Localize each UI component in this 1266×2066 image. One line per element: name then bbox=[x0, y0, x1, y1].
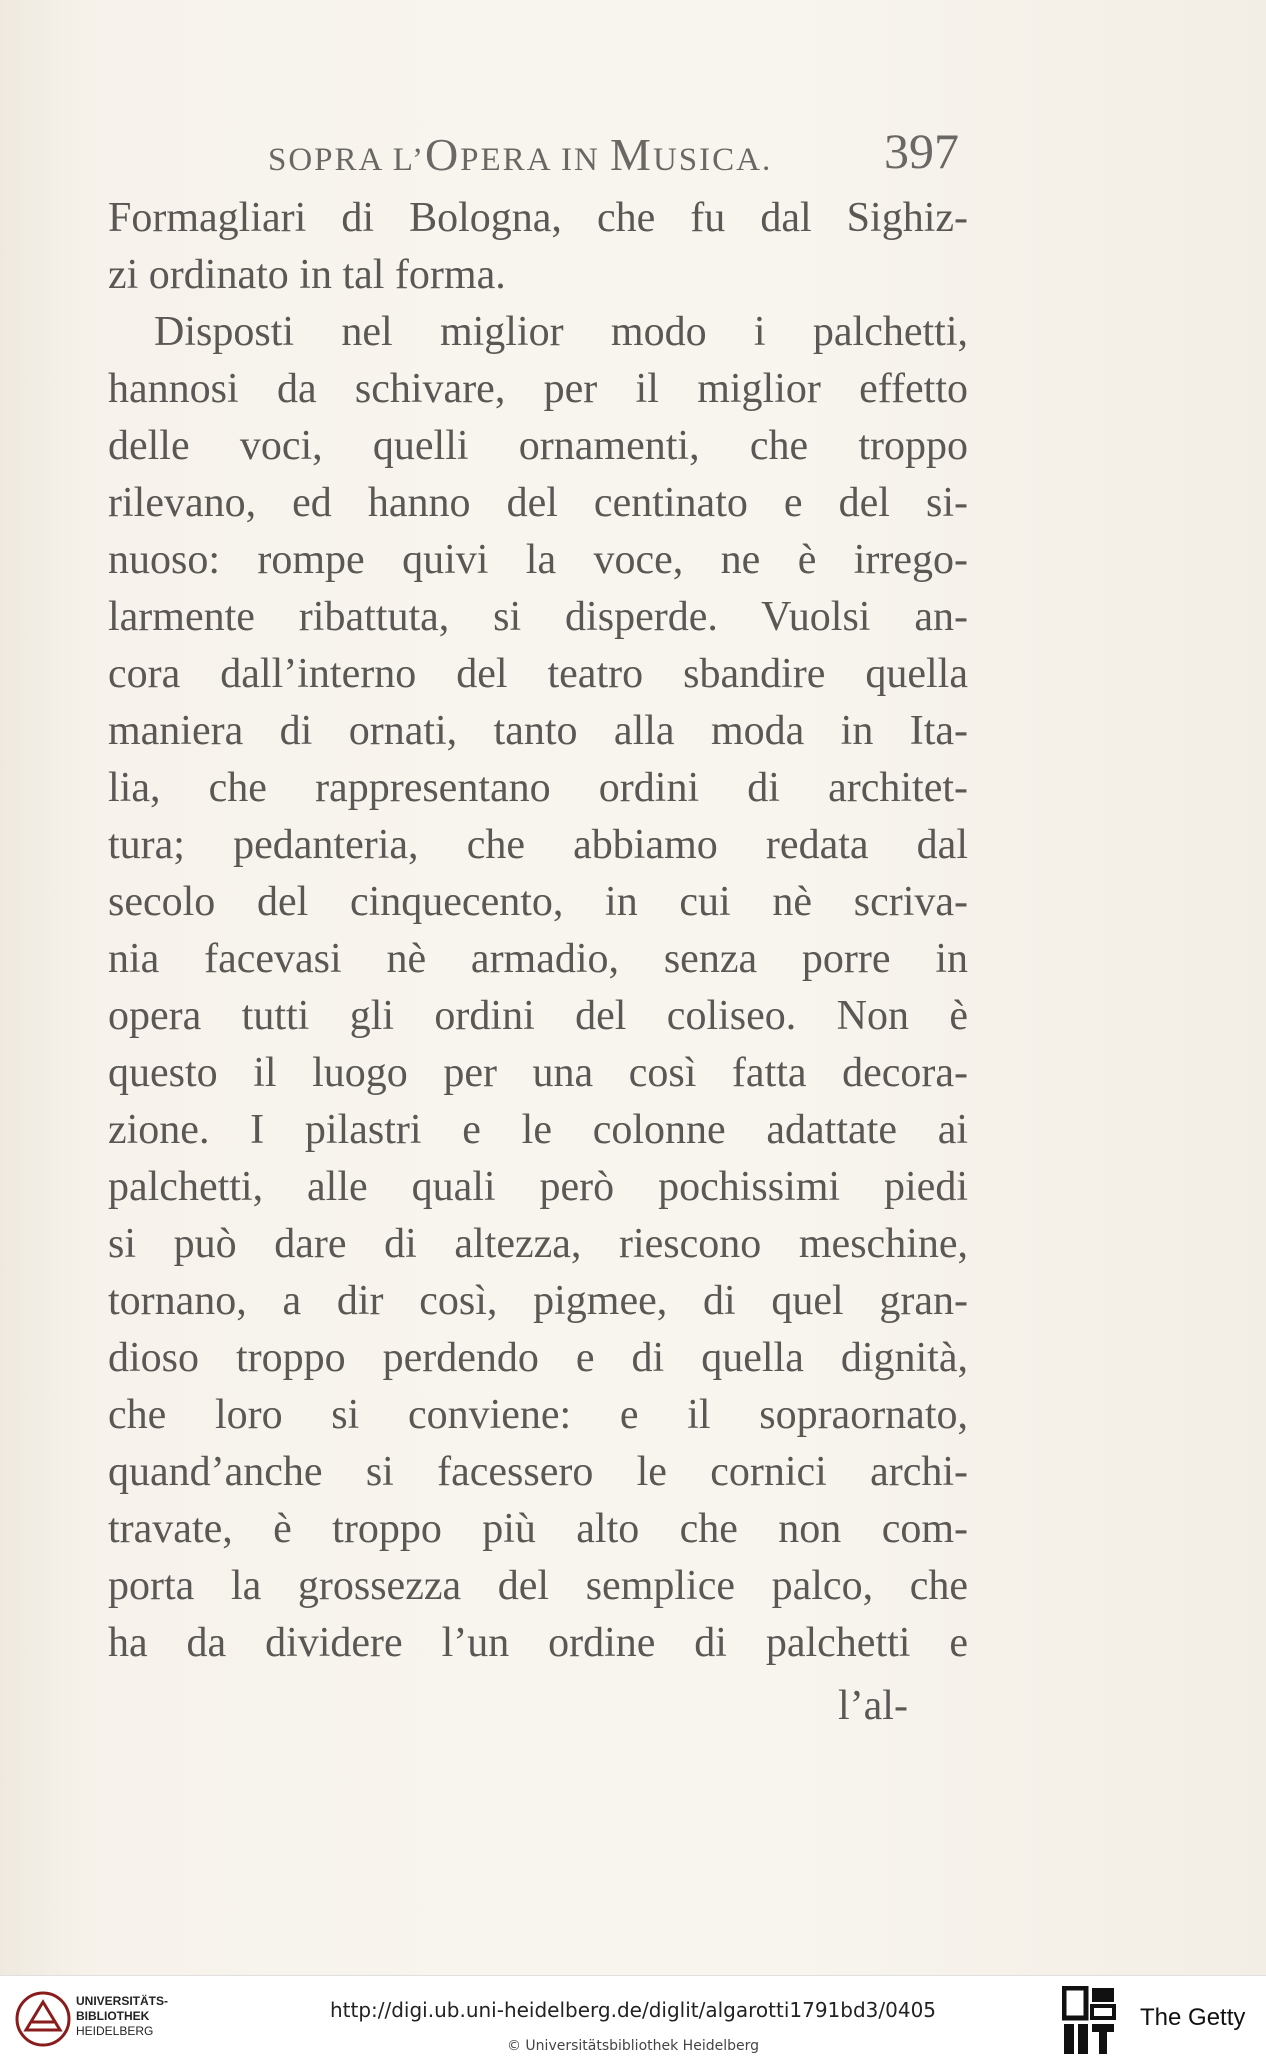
text-line: Formagliari di Bologna, che fu dal Sighiz- bbox=[108, 195, 968, 241]
text-line: Disposti nel miglior modo i palchetti, bbox=[154, 309, 968, 355]
text-line: larmente ribattuta, si disperde. Vuolsi an- bbox=[108, 594, 968, 640]
running-head-part: SOPRA L’ bbox=[268, 142, 425, 178]
running-head-part: M bbox=[610, 129, 653, 180]
text-line: nia facevasi nè armadio, senza porre in bbox=[108, 936, 968, 982]
text-line: quand’anche si facessero le cornici archi- bbox=[108, 1449, 968, 1495]
text-line: nuoso: rompe quivi la voce, ne è irrego- bbox=[108, 537, 968, 583]
text-line: zi ordinato in tal forma. bbox=[108, 252, 506, 298]
library-name-line: BIBLIOTHEK bbox=[76, 2009, 150, 2023]
text-line: zione. I pilastri e le colonne adattate ai bbox=[108, 1107, 968, 1153]
text-line: tura; pedanteria, che abbiamo redata dal bbox=[108, 822, 968, 868]
library-name-line: UNIVERSITÄTS- bbox=[76, 1994, 169, 2008]
running-head bbox=[268, 128, 772, 181]
copyright-notice: © Universitätsbibliothek Heidelberg bbox=[506, 2038, 759, 2054]
source-url-link[interactable]: http://digi.ub.uni-heidelberg.de/diglit/algarotti1791bd3/0405 bbox=[329, 1998, 937, 2022]
text-line: tornano, a dir così, pigmee, di quel gran- bbox=[108, 1278, 968, 1324]
text-line: opera tutti gli ordini del coliseo. Non è bbox=[108, 993, 968, 1039]
text-line: questo il luogo per una così fatta decora- bbox=[108, 1050, 968, 1096]
text-line: palchetti, alle quali però pochissimi piedi bbox=[108, 1164, 968, 1210]
library-name-line: HEIDELBERG bbox=[76, 2024, 154, 2038]
getty-logo-icon bbox=[1062, 1986, 1118, 2056]
text-line: delle voci, quelli ornamenti, che troppo bbox=[108, 423, 968, 469]
running-head-part: USICA. bbox=[652, 142, 773, 178]
body-text bbox=[108, 190, 968, 1672]
running-head-part: O bbox=[424, 129, 461, 180]
text-line: maniera di ornati, tanto alla moda in Ita- bbox=[108, 708, 968, 754]
text-line: hannosi da schivare, per il miglior effetto bbox=[108, 366, 968, 412]
text-line: ha da dividere l’un ordine di palchetti e bbox=[108, 1620, 968, 1666]
text-line: dioso troppo perdendo e di quella dignità, bbox=[108, 1335, 968, 1381]
text-line: secolo del cinquecento, in cui nè scriva- bbox=[108, 879, 968, 925]
running-head-part: PERA IN bbox=[460, 142, 611, 178]
text-line: porta la grossezza del semplice palco, che bbox=[108, 1563, 968, 1609]
text-line: si può dare di altezza, riescono meschine, bbox=[108, 1221, 968, 1267]
text-line: rilevano, ed hanno del centinato e del si- bbox=[108, 480, 968, 526]
page-number: 397 bbox=[884, 123, 959, 179]
text-line: lia, che rappresentano ordini di architet- bbox=[108, 765, 968, 811]
partner-name: The Getty bbox=[1140, 2004, 1246, 2031]
catchword: l’al- bbox=[838, 1683, 908, 1729]
text-line: cora dall’interno del teatro sbandire quella bbox=[108, 651, 968, 697]
text-line: che loro si conviene: e il sopraornato, bbox=[108, 1392, 968, 1438]
text-line: travate, è troppo più alto che non com- bbox=[108, 1506, 968, 1552]
footer-bar bbox=[0, 1975, 1266, 2066]
